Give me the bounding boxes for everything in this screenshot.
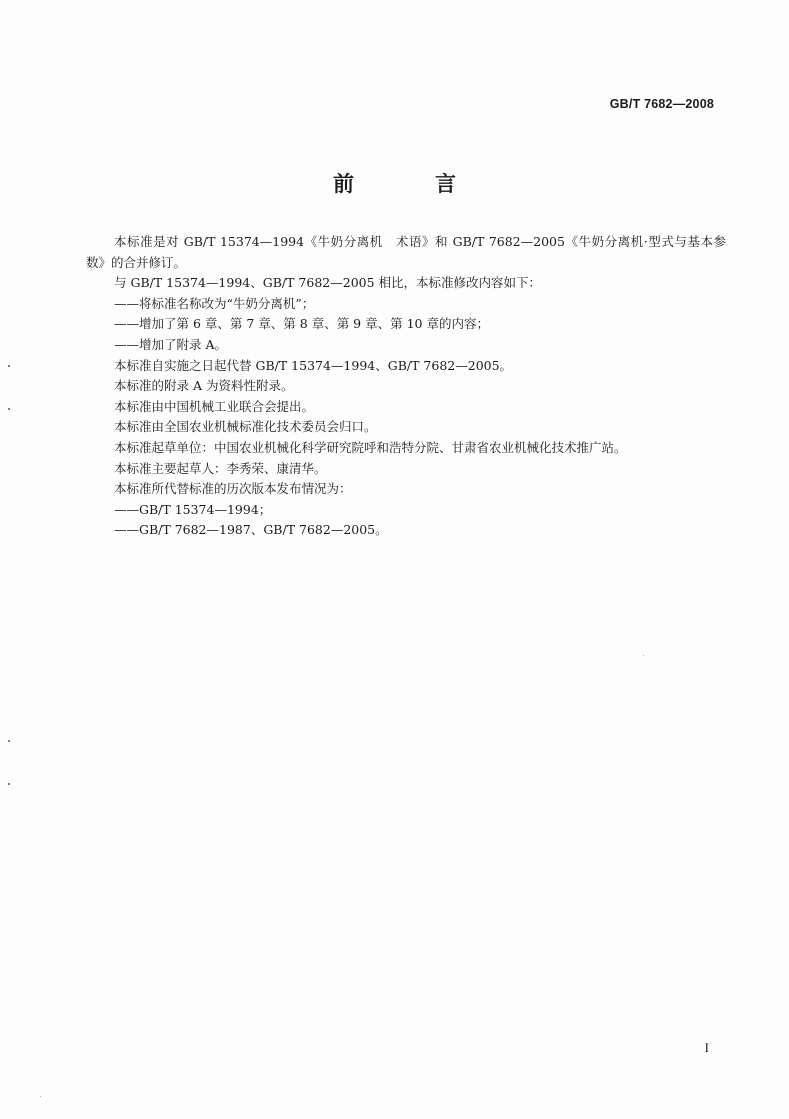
standard-code: GB/T 7682—2008 <box>609 97 714 111</box>
page-number: I <box>704 1040 709 1055</box>
scan-speck <box>8 365 10 367</box>
paragraph: ——增加了附录 A。 <box>114 336 228 352</box>
foreword-body <box>86 232 726 541</box>
paragraph: ——增加了第 6 章、第 7 章、第 8 章、第 9 章、第 10 章的内容； <box>114 316 489 332</box>
scan-speck <box>643 655 644 656</box>
paragraph: ——GB/T 7682—1987、GB/T 7682—2005。 <box>114 522 388 538</box>
paragraph: 本标准主要起草人：李秀荣、康清华。 <box>114 460 327 476</box>
paragraph: 本标准起草单位：中国农业机械化科学研究院呼和浩特分院、甘肃省农业机械化技术推广站。 <box>114 439 627 455</box>
paragraph: 本标准所代替标准的历次版本发布情况为： <box>114 481 352 497</box>
paragraph: 本标准由全国农业机械标准化技术委员会归口。 <box>114 419 377 435</box>
paragraph: 与 GB/T 15374—1994、GB/T 7682—2005 相比，本标准修改内容如下： <box>114 275 542 291</box>
page-title: 前 言 <box>333 172 486 196</box>
paragraph: ——GB/T 15374—1994； <box>114 501 272 517</box>
paragraph: ——将标准名称改为“牛奶分离机”； <box>114 295 315 311</box>
paragraph: 本标准自实施之日起代替 GB/T 15374—1994、GB/T 7682—2005。 <box>114 357 513 373</box>
paragraph: 本标准的附录 A 为资料性附录。 <box>114 378 294 394</box>
scan-speck <box>8 408 10 410</box>
paragraph: 本标准由中国机械工业联合会提出。 <box>114 398 315 414</box>
scan-speck <box>8 740 10 742</box>
scan-speck <box>40 1096 41 1097</box>
paragraph: 本标准是对 GB/T 15374—1994《牛奶分离机 术语》和 GB/T 7682—2005《牛奶分离机·型式与基本参数》的合并修订。 <box>86 234 726 270</box>
scan-speck <box>8 783 10 785</box>
